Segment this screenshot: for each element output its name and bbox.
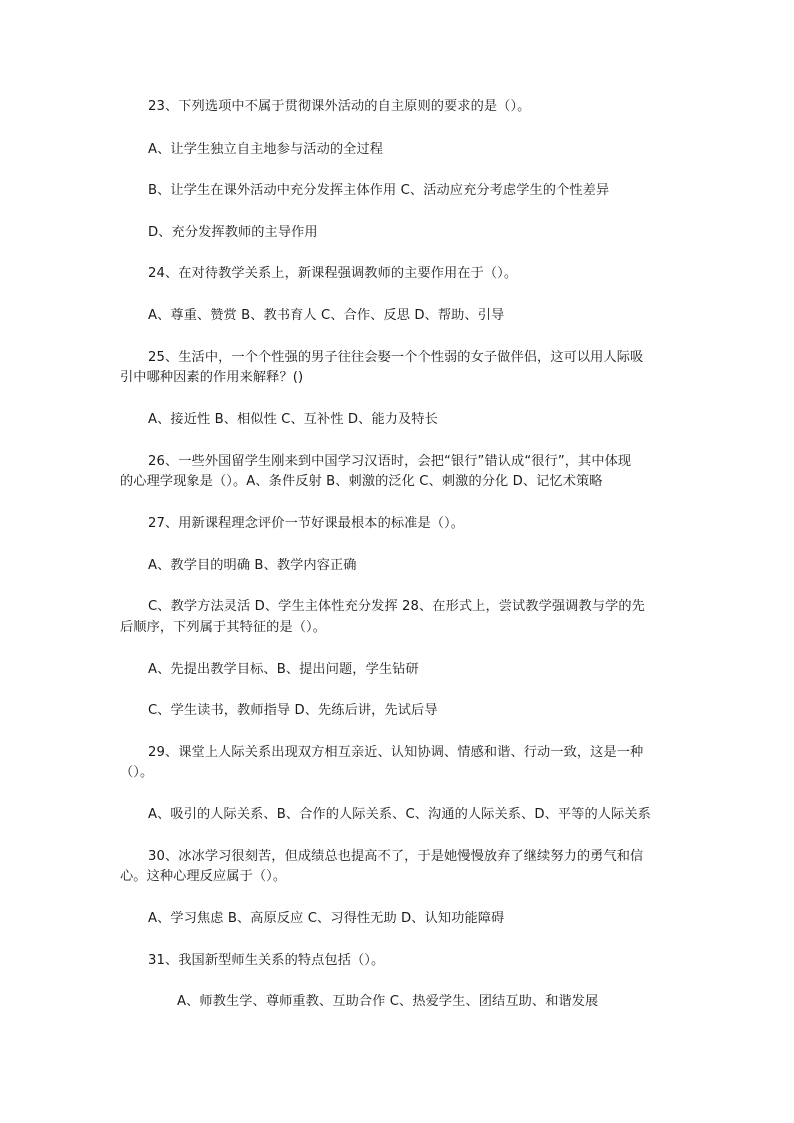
question-25-continued: 引中哪种因素的作用来解释？(): [120, 370, 304, 385]
option-line: C、教学方法灵活 D、学生主体性充分发挥 28、在形式上，尝试教学强调教与学的先: [148, 599, 645, 614]
option-line: A、接近性 B、相似性 C、互补性 D、能力及特长: [148, 412, 438, 427]
option-line: A、尊重、赞赏 B、教书育人 C、合作、反思 D、帮助、引导: [148, 308, 505, 323]
question-24: 24、在对待教学关系上，新课程强调教师的主要作用在于（）。: [148, 266, 518, 281]
question-26: 26、一些外国留学生刚来到中国学习汉语时，会把“银行”错认成“很行”，其中体现: [148, 454, 632, 469]
question-30: 30、冰冰学习很刻苦，但成绩总也提高不了，于是她慢慢放弃了继续努力的勇气和信: [148, 849, 644, 864]
question-29: 29、课堂上人际关系出现双方相互亲近、认知协调、情感和谐、行动一致，这是一种: [148, 745, 644, 760]
question-29-continued: （）。: [120, 765, 154, 780]
option-line: C、学生读书，教师指导 D、先练后讲，先试后导: [148, 703, 438, 718]
option-line: A、师教生学、尊师重教、互助合作 C、热爱学生、团结互助、和谐发展: [177, 994, 599, 1009]
option-line: A、吸引的人际关系、B、合作的人际关系、C、沟通的人际关系、D、平等的人际关系: [148, 807, 651, 822]
question-26-continued: 的心理学现象是（）。A、条件反射 B、刺激的泛化 C、刺激的分化 D、记忆术策略: [120, 474, 603, 489]
question-28-continued: 后顺序，下列属于其特征的是（）。: [120, 620, 326, 635]
question-27: 27、用新课程理念评价一节好课最根本的标准是（）。: [148, 516, 464, 531]
option-line: D、充分发挥教师的主导作用: [148, 225, 318, 240]
option-line: A、先提出教学目标、B、提出问题，学生钻研: [148, 662, 419, 677]
question-23: 23、下列选项中不属于贯彻课外活动的自主原则的要求的是（）。: [148, 99, 531, 114]
question-30-continued: 心。这种心理反应属于（）。: [120, 869, 287, 884]
question-25: 25、生活中，一个个性强的男子往往会娶一个个性弱的女子做伴侣，这可以用人际吸: [148, 350, 644, 365]
option-line: A、教学目的明确 B、教学内容正确: [148, 558, 357, 573]
option-line: B、让学生在课外活动中充分发挥主体作用 C、活动应充分考虑学生的个性差异: [148, 183, 610, 198]
option-line: A、让学生独立自主地参与活动的全过程: [148, 142, 384, 157]
option-line: A、学习焦虑 B、高原反应 C、习得性无助 D、认知功能障碍: [148, 911, 505, 926]
question-31: 31、我国新型师生关系的特点包括（）。: [148, 953, 385, 968]
